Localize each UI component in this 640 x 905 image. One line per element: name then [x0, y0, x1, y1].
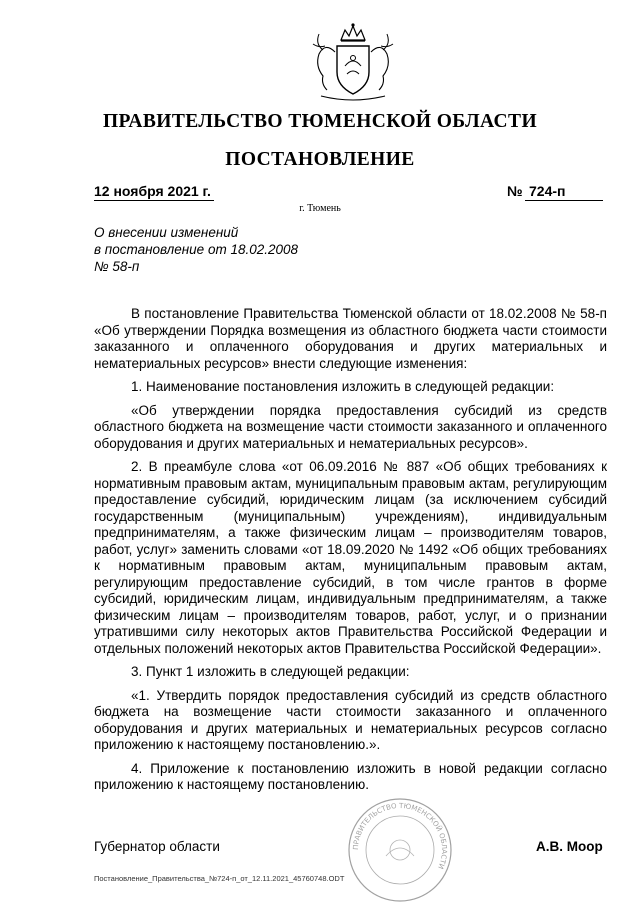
body-paragraph: 1. Наименование постановления изложить в следующей редакции: — [131, 379, 555, 394]
body-paragraph: 3. Пункт 1 изложить в следующей редакции: — [131, 664, 410, 679]
document-number: 724-п — [525, 182, 603, 201]
body-paragraph: 4. Приложение к постановлению изложить в новой редакции согласно приложению к настоящему постановлению. — [94, 760, 607, 792]
subject-line: О внесении изменений — [94, 225, 239, 240]
document-city: г. Тюмень — [299, 203, 341, 214]
document-type-heading: ПОСТАНОВЛЕНИЕ — [225, 149, 415, 170]
document-number-label: № — [507, 183, 523, 199]
file-name-footer: Постановление_Правительства_№724-п_от_12.11.2021_45760748.ODT — [94, 874, 345, 883]
body-paragraph: «1. Утвердить порядок предоставления субсидий из средств областного бюджета на возмещение части стоимости заказанного и оплаченного оборудования и других материальных и нематериальных ресурсов согласно приложению к настоящему постановлению.». — [94, 687, 607, 752]
document-subject — [94, 224, 354, 275]
document-date: 12 ноября 2021 г. — [94, 182, 214, 201]
document-body — [94, 306, 607, 801]
seal-text: ПРАВИТЕЛЬСТВО ТЮМЕНСКОЙ ОБЛАСТИ — [351, 801, 449, 871]
tyumen-oblast-coat-of-arms-icon — [301, 22, 405, 104]
signatory-position: Губернатор области — [94, 839, 220, 854]
subject-line: № 58-п — [94, 259, 140, 274]
body-paragraph: 2. В преамбуле слова «от 06.09.2016 № 887 «Об общих требованиях к нормативным правовым актам, муниципальным правовым актам, регулирующим предоставление субсидий, юридическим лицам (за исключением субсидий государственным (муниципальным) учреждениям), индивидуальным предпринимателям, а также физическим лицам – производителям товаров, работ, услуг» заменить словами «от 18.09.2020 № 1492 «Об общих требованиях к нормативным правовым актам, муниципальным правовым актам, регулирующим предоставление субсидий, в том числе грантов в форме субсидий, юридическим лицам, индивидуальным предпринимателям, а также физическим лицам – производителям товаров, работ, услуг, и о признании утратившими силу некоторых актов Правительства Российской Федерации и отдельных положений некоторых актов Правительства Российской Федерации». — [94, 459, 607, 656]
official-seal-icon — [346, 796, 454, 904]
body-paragraph: В постановление Правительства Тюменской области от 18.02.2008 № 58-п «Об утверждении Порядка возмещения из областного бюджета части стоимости заказанного и оплаченного оборудования и других материальных и нематериальных ресурсов» внести следующие изменения: — [94, 306, 607, 371]
subject-line: в постановление от 18.02.2008 — [94, 242, 299, 257]
signatory-name: А.В. Моор — [536, 839, 603, 854]
body-paragraph: «Об утверждении порядка предоставления субсидий из средств областного бюджета на возмещение части стоимости заказанного и оплаченного оборудования и других материальных и нематериальных ресурсов». — [94, 402, 607, 451]
government-title: ПРАВИТЕЛЬСТВО ТЮМЕНСКОЙ ОБЛАСТИ — [102, 111, 538, 132]
